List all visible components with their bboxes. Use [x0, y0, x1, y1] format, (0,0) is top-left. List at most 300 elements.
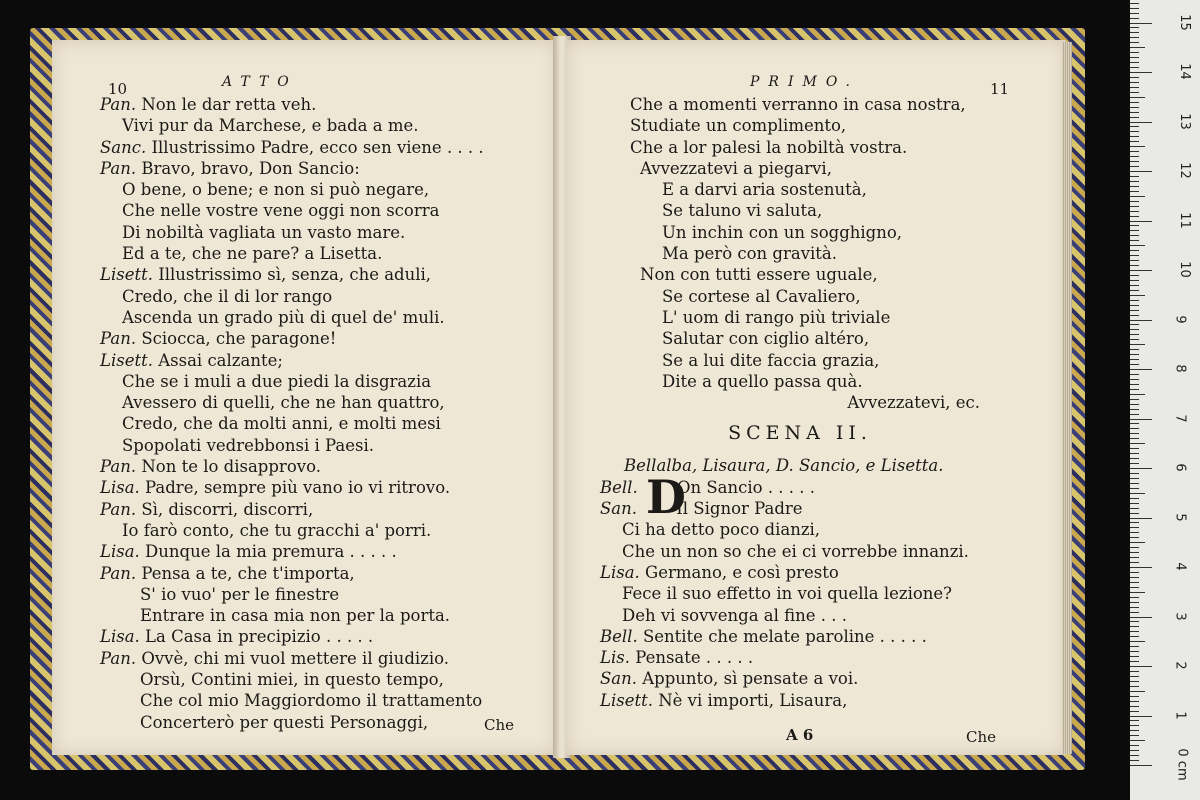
ruler-tick — [1130, 428, 1139, 429]
ruler-tick — [1130, 508, 1139, 509]
ruler-tick — [1130, 285, 1139, 286]
ruler-tick — [1130, 626, 1139, 627]
verse-line — [100, 137, 484, 158]
ruler-tick — [1130, 557, 1139, 558]
ruler-tick — [1130, 18, 1139, 19]
verse-line — [600, 371, 1000, 392]
line-text: Fece il suo effetto in voi quella lezione? — [622, 584, 953, 604]
line-text: Germano, e così presto — [645, 562, 839, 582]
line-text: Che un non so che ei ci vorrebbe innanzi. — [622, 541, 969, 561]
verse-line — [100, 179, 484, 200]
line-text: Assai calzante; — [158, 350, 283, 370]
verse-line — [600, 668, 1000, 689]
ruler-label: 10 — [1176, 261, 1192, 278]
speaker-label: Pan. — [100, 158, 137, 178]
ruler-tick — [1130, 552, 1139, 553]
verse-line — [100, 563, 484, 584]
ruler-label: 1 — [1172, 710, 1188, 720]
ruler-tick — [1130, 13, 1139, 14]
ruler-tick — [1130, 77, 1139, 78]
ruler-tick — [1130, 290, 1139, 291]
ruler-tick — [1130, 735, 1139, 736]
ruler-tick — [1130, 334, 1139, 335]
ruler-tick — [1130, 201, 1139, 202]
ruler-tick — [1130, 300, 1139, 301]
ruler-tick — [1130, 760, 1139, 761]
speaker-label: Lisa. — [100, 478, 140, 498]
speaker-label: Pan. — [100, 95, 137, 114]
ruler-tick — [1130, 260, 1139, 261]
verse-line — [600, 94, 1000, 115]
line-text: Se cortese al Cavaliero, — [662, 286, 861, 306]
ruler-tick — [1130, 706, 1139, 707]
ruler-tick — [1130, 414, 1139, 415]
verse-line — [100, 499, 484, 520]
ruler-tick — [1130, 755, 1139, 756]
line-text: Dite a quello passa quà. — [662, 371, 863, 391]
ruler-tick — [1130, 315, 1139, 316]
line-text: Dunque la mia premura . . . . . — [145, 542, 397, 562]
ruler-tick — [1130, 745, 1139, 746]
ruler-label: 13 — [1176, 112, 1192, 130]
line-text: On Sancio . . . . . — [676, 477, 816, 497]
ruler-tick — [1130, 324, 1139, 325]
line-text: E a darvi aria sostenutà, — [662, 180, 867, 200]
verse-line — [100, 371, 484, 392]
ruler-tick — [1130, 37, 1139, 38]
ruler-label: 14 — [1176, 63, 1192, 80]
verse-line — [100, 286, 484, 307]
line-text: Entrare in casa mia non per la porta. — [140, 606, 451, 626]
ruler-tick — [1130, 567, 1152, 568]
ruler-tick — [1130, 216, 1139, 217]
ruler-tick — [1130, 701, 1139, 702]
line-text: Illustrissimo Padre, ecco sen viene . . . . — [151, 137, 484, 157]
ruler-tick — [1130, 641, 1145, 642]
ruler-tick — [1130, 527, 1139, 528]
ruler-tick — [1130, 503, 1139, 504]
ruler-tick — [1130, 117, 1139, 118]
ruler-tick — [1130, 156, 1139, 157]
verse-line — [600, 583, 1000, 604]
line-text: Un inchin con un sogghigno, — [662, 222, 903, 242]
ruler-tick — [1130, 131, 1139, 132]
ruler-tick — [1130, 196, 1145, 197]
ruler-tick — [1130, 112, 1139, 113]
ruler-tick — [1130, 181, 1139, 182]
speaker-label: San. — [600, 499, 638, 519]
ruler-label: 2 — [1172, 661, 1188, 670]
verse-line — [600, 137, 1000, 158]
ruler-label: 4 — [1172, 562, 1188, 571]
verse-line — [100, 605, 484, 626]
ruler-label: 0 cm — [1174, 748, 1190, 781]
verse-line — [100, 648, 484, 669]
ruler-tick — [1130, 8, 1139, 9]
ruler-tick — [1130, 240, 1139, 241]
ruler-tick — [1130, 255, 1139, 256]
verse-line — [100, 200, 484, 221]
ruler-tick — [1130, 265, 1139, 266]
ruler-tick — [1130, 493, 1145, 494]
ruler-tick — [1130, 582, 1139, 583]
line-text: Ci ha detto poco dianzi, — [622, 520, 821, 540]
ruler-tick — [1130, 52, 1139, 53]
line-text: Avessero di quelli, che ne han quattro, — [122, 393, 445, 413]
speaker-label: Sanc. — [100, 137, 147, 157]
speaker-label: Lisett. — [100, 265, 153, 285]
ruler-tick — [1130, 379, 1139, 380]
ruler-label: 8 — [1172, 364, 1188, 373]
ruler-tick — [1130, 250, 1139, 251]
ruler-tick — [1130, 3, 1139, 4]
ruler-tick — [1130, 651, 1139, 652]
verse-line — [100, 669, 484, 690]
ruler-tick — [1130, 646, 1139, 647]
ruler-tick — [1130, 448, 1139, 449]
ruler-tick — [1130, 513, 1139, 514]
scene-dialogue — [600, 469, 1000, 711]
ruler-tick — [1130, 488, 1139, 489]
verse-line — [600, 626, 1000, 647]
ruler-tick — [1130, 280, 1139, 281]
line-text: Illustrissimo sì, senza, che aduli, — [158, 265, 432, 285]
ruler-tick — [1130, 310, 1139, 311]
ruler-tick — [1130, 136, 1139, 137]
ruler-tick — [1130, 656, 1139, 657]
line-text: Credo, che il di lor rango — [122, 286, 333, 306]
ruler-tick — [1130, 42, 1139, 43]
ruler-tick — [1130, 97, 1145, 98]
line-text: Che nelle vostre vene oggi non scorra — [122, 201, 440, 221]
ruler-tick — [1130, 409, 1139, 410]
signature-mark: A 6 — [786, 726, 814, 744]
ruler-tick — [1130, 691, 1145, 692]
ruler-tick — [1130, 518, 1152, 519]
verse-line — [100, 350, 484, 371]
verse-line — [100, 392, 484, 413]
ruler-tick — [1130, 661, 1139, 662]
ruler-tick — [1130, 122, 1152, 123]
verse-line — [600, 350, 1000, 371]
speaker-label: Pan. — [100, 563, 137, 583]
speaker-label: Lisett. — [600, 690, 653, 710]
speaker-label: Lisa. — [100, 542, 140, 562]
ruler-tick — [1130, 612, 1139, 613]
ruler-tick — [1130, 636, 1139, 637]
ruler-tick — [1130, 305, 1139, 306]
ruler-tick — [1130, 141, 1139, 142]
verse-line — [600, 328, 1000, 349]
line-text: Ascenda un grado più di quel de' muli. — [122, 307, 445, 327]
ruler-label: 3 — [1172, 611, 1188, 621]
line-text: Ma però con gravità. — [662, 244, 838, 264]
ruler-tick — [1130, 438, 1139, 439]
refrain-line: Avvezzatevi, ec. — [847, 393, 980, 413]
drop-cap-letter: D — [646, 469, 686, 524]
ruler-label: 9 — [1172, 314, 1188, 324]
ruler-tick — [1130, 394, 1145, 395]
speaker-label: Pan. — [100, 457, 137, 477]
ruler-tick — [1130, 631, 1139, 632]
line-text: Non le dar retta veh. — [141, 95, 317, 114]
speaker-label: Lis. — [600, 648, 630, 668]
line-text: Ovvè, chi mi vuol mettere il giudizio. — [141, 648, 450, 668]
verse-line — [600, 286, 1000, 307]
line-text: Credo, che da molti anni, e molti mesi — [122, 414, 441, 434]
ruler-tick — [1130, 67, 1139, 68]
verse-line — [100, 243, 484, 264]
verse-line — [100, 520, 484, 541]
ruler-tick — [1130, 720, 1139, 721]
line-text: Bravo, bravo, Don Sancio: — [141, 158, 360, 178]
ruler-tick — [1130, 349, 1139, 350]
ruler-tick — [1130, 23, 1152, 24]
verse-line — [600, 158, 1000, 179]
ruler-tick — [1130, 92, 1139, 93]
line-text: Sì, discorri, discorri, — [141, 499, 314, 519]
verse-line — [600, 179, 1000, 200]
line-text: Salutar con ciglio altéro, — [662, 329, 870, 349]
ruler-tick — [1130, 542, 1145, 543]
ruler-tick — [1130, 235, 1139, 236]
ruler-tick — [1130, 676, 1139, 677]
ruler-tick — [1130, 62, 1139, 63]
ruler-tick — [1130, 617, 1152, 618]
line-text: Che a lor palesi la nobiltà vostra. — [630, 137, 908, 157]
line-text: Ed a te, che ne pare? a Lisetta. — [122, 244, 383, 264]
speaker-label: Pan. — [100, 648, 137, 668]
speaker-label: Lisett. — [100, 350, 153, 370]
ruler-tick — [1130, 522, 1139, 523]
ruler-tick — [1130, 107, 1139, 108]
speaker-label: Bell. — [600, 626, 638, 646]
ruler-tick — [1130, 270, 1152, 271]
ruler-tick — [1130, 458, 1139, 459]
scene-title: SCENA II. — [728, 422, 872, 445]
line-text: Studiate un complimento, — [630, 116, 847, 136]
ruler-label: 6 — [1172, 463, 1188, 472]
ruler-tick — [1130, 364, 1139, 365]
ruler-tick — [1130, 146, 1145, 147]
ruler-tick — [1130, 344, 1145, 345]
line-text: Orsù, Contini miei, in questo tempo, — [140, 670, 444, 690]
ruler-tick — [1130, 176, 1139, 177]
ruler-tick — [1130, 166, 1139, 167]
line-text: Sentite che melate paroline . . . . . — [642, 626, 927, 646]
verse-line — [600, 605, 1000, 626]
ruler-tick — [1130, 47, 1145, 48]
verse-line — [600, 243, 1000, 264]
ruler-tick — [1130, 468, 1152, 469]
verse-line — [100, 158, 484, 179]
line-text: Pensa a te, che t'importa, — [141, 563, 355, 583]
ruler-tick — [1130, 320, 1152, 321]
verse-line — [600, 307, 1000, 328]
line-text: Padre, sempre più vano io vi ritrovo. — [145, 478, 451, 498]
verse-line — [100, 690, 484, 711]
ruler-tick — [1130, 572, 1139, 573]
ruler-tick — [1130, 592, 1145, 593]
line-text: Io farò conto, che tu gracchi a' porri. — [122, 520, 432, 540]
ruler-tick — [1130, 225, 1139, 226]
ruler-tick — [1130, 87, 1139, 88]
line-text: Il Signor Padre — [676, 499, 803, 519]
line-text: Non te lo disapprovo. — [141, 457, 321, 477]
ruler-tick — [1130, 423, 1139, 424]
ruler-tick — [1130, 671, 1139, 672]
ruler-tick — [1130, 666, 1152, 667]
ruler-tick — [1130, 602, 1139, 603]
ruler-tick — [1130, 577, 1139, 578]
page-edges — [1062, 42, 1072, 754]
ruler-tick — [1130, 740, 1145, 741]
ruler-tick — [1130, 126, 1139, 127]
ruler-tick — [1130, 57, 1139, 58]
line-text: La Casa in precipizio . . . . . — [145, 627, 374, 647]
ruler-tick — [1130, 621, 1139, 622]
line-text: Se taluno vi saluta, — [662, 201, 823, 221]
ruler-tick — [1130, 711, 1139, 712]
verse-line — [100, 584, 484, 605]
speaker-label: Lisa. — [100, 627, 140, 647]
ruler-tick — [1130, 151, 1139, 152]
verse-line — [100, 477, 484, 498]
line-text: Appunto, sì pensate a voi. — [642, 669, 859, 689]
verse-line — [100, 94, 484, 115]
line-text: O bene, o bene; e non si può negare, — [122, 180, 430, 200]
line-text: Nè vi importi, Lisaura, — [658, 690, 848, 710]
ruler-tick — [1130, 730, 1139, 731]
ruler-tick — [1130, 750, 1139, 751]
ruler-tick — [1130, 399, 1139, 400]
speaker-label: Lisa. — [600, 562, 640, 582]
ruler-tick — [1130, 716, 1152, 717]
line-text: Non con tutti essere uguale, — [640, 265, 878, 285]
verse-line — [100, 712, 484, 733]
ruler-label: 5 — [1172, 512, 1188, 522]
ruler-tick — [1130, 725, 1139, 726]
line-text: Avvezzatevi a piegarvi, — [640, 158, 832, 178]
ruler-tick — [1130, 765, 1152, 766]
ruler-tick — [1130, 186, 1139, 187]
ruler-tick — [1130, 102, 1139, 103]
verse-line — [600, 200, 1000, 221]
line-text: Che a momenti verranno in casa nostra, — [630, 95, 966, 114]
ruler-tick — [1130, 72, 1152, 73]
ruler-tick — [1130, 453, 1139, 454]
verse-line — [100, 328, 484, 349]
line-text: Sciocca, che paragone! — [141, 329, 337, 349]
speaker-label: San. — [600, 669, 638, 689]
ruler-label: 7 — [1172, 413, 1188, 423]
right-page-text — [600, 94, 1000, 711]
ruler-tick — [1130, 443, 1145, 444]
speaker-label: Bell. — [600, 477, 638, 497]
ruler-tick — [1130, 404, 1139, 405]
characters-list: Bellalba, Lisaura, D. Sancio, e Lisetta. — [624, 456, 944, 476]
ruler-tick — [1130, 245, 1145, 246]
ruler-tick — [1130, 686, 1139, 687]
running-head-right: PRIMO. — [750, 74, 859, 90]
ruler-tick — [1130, 171, 1152, 172]
line-text: Di nobiltà vagliata un vasto mare. — [122, 222, 406, 242]
ruler-tick — [1130, 463, 1139, 464]
ruler-label: 12 — [1176, 162, 1192, 179]
ruler-tick — [1130, 275, 1139, 276]
page-number-right: 11 — [990, 80, 1010, 98]
ruler-tick — [1130, 295, 1145, 296]
ruler-tick — [1130, 419, 1152, 420]
verse-line — [100, 413, 484, 434]
verse-line — [600, 541, 1000, 562]
ruler-tick — [1130, 359, 1139, 360]
ruler-tick — [1130, 230, 1139, 231]
verse-line — [100, 307, 484, 328]
line-text: S' io vuo' per le finestre — [140, 584, 340, 604]
ruler-tick — [1130, 161, 1139, 162]
ruler-tick — [1130, 473, 1139, 474]
line-text: Deh vi sovvenga al fine . . . — [622, 605, 848, 625]
ruler-tick — [1130, 696, 1139, 697]
verse-line — [600, 222, 1000, 243]
verse-line — [600, 690, 1000, 711]
ruler-tick — [1130, 532, 1139, 533]
speaker-label: Pan. — [100, 499, 137, 519]
ruler-tick — [1130, 329, 1139, 330]
ruler-tick — [1130, 82, 1139, 83]
ruler-tick — [1130, 537, 1139, 538]
ruler-tick — [1130, 597, 1139, 598]
ruler-tick — [1130, 483, 1139, 484]
verse-line — [600, 647, 1000, 668]
ruler-tick — [1130, 562, 1139, 563]
ruler-tick — [1130, 191, 1139, 192]
left-page-text — [100, 94, 484, 733]
line-text: Che se i muli a due piedi la disgrazia — [122, 371, 432, 391]
verse-line — [600, 115, 1000, 136]
ruler-tick — [1130, 221, 1152, 222]
ruler-tick — [1130, 339, 1139, 340]
ruler-tick — [1130, 587, 1139, 588]
measuring-ruler — [1130, 0, 1200, 800]
ruler-tick — [1130, 374, 1139, 375]
ruler-tick — [1130, 369, 1152, 370]
page-number-left: 10 — [108, 80, 128, 98]
ruler-tick — [1130, 354, 1139, 355]
line-text: Spopolati vedrebbonsi i Paesi. — [122, 435, 375, 455]
verse-line — [100, 435, 484, 456]
ruler-tick — [1130, 681, 1139, 682]
ruler-tick — [1130, 478, 1139, 479]
ruler-tick — [1130, 384, 1139, 385]
ruler-tick — [1130, 389, 1139, 390]
verse-line — [100, 222, 484, 243]
line-text: L' uom di rango più triviale — [662, 307, 891, 327]
ruler-tick — [1130, 433, 1139, 434]
ruler-tick — [1130, 32, 1139, 33]
verse-line — [100, 264, 484, 285]
running-head-left: ATTO — [222, 74, 298, 90]
verse-line — [100, 456, 484, 477]
speaker-label: Pan. — [100, 329, 137, 349]
ruler-tick — [1130, 206, 1139, 207]
ruler-tick — [1130, 547, 1139, 548]
line-text: Vivi pur da Marchese, e bada a me. — [122, 116, 419, 136]
ruler-tick — [1130, 498, 1139, 499]
verse-line — [600, 562, 1000, 583]
ruler-label: 11 — [1176, 211, 1192, 229]
